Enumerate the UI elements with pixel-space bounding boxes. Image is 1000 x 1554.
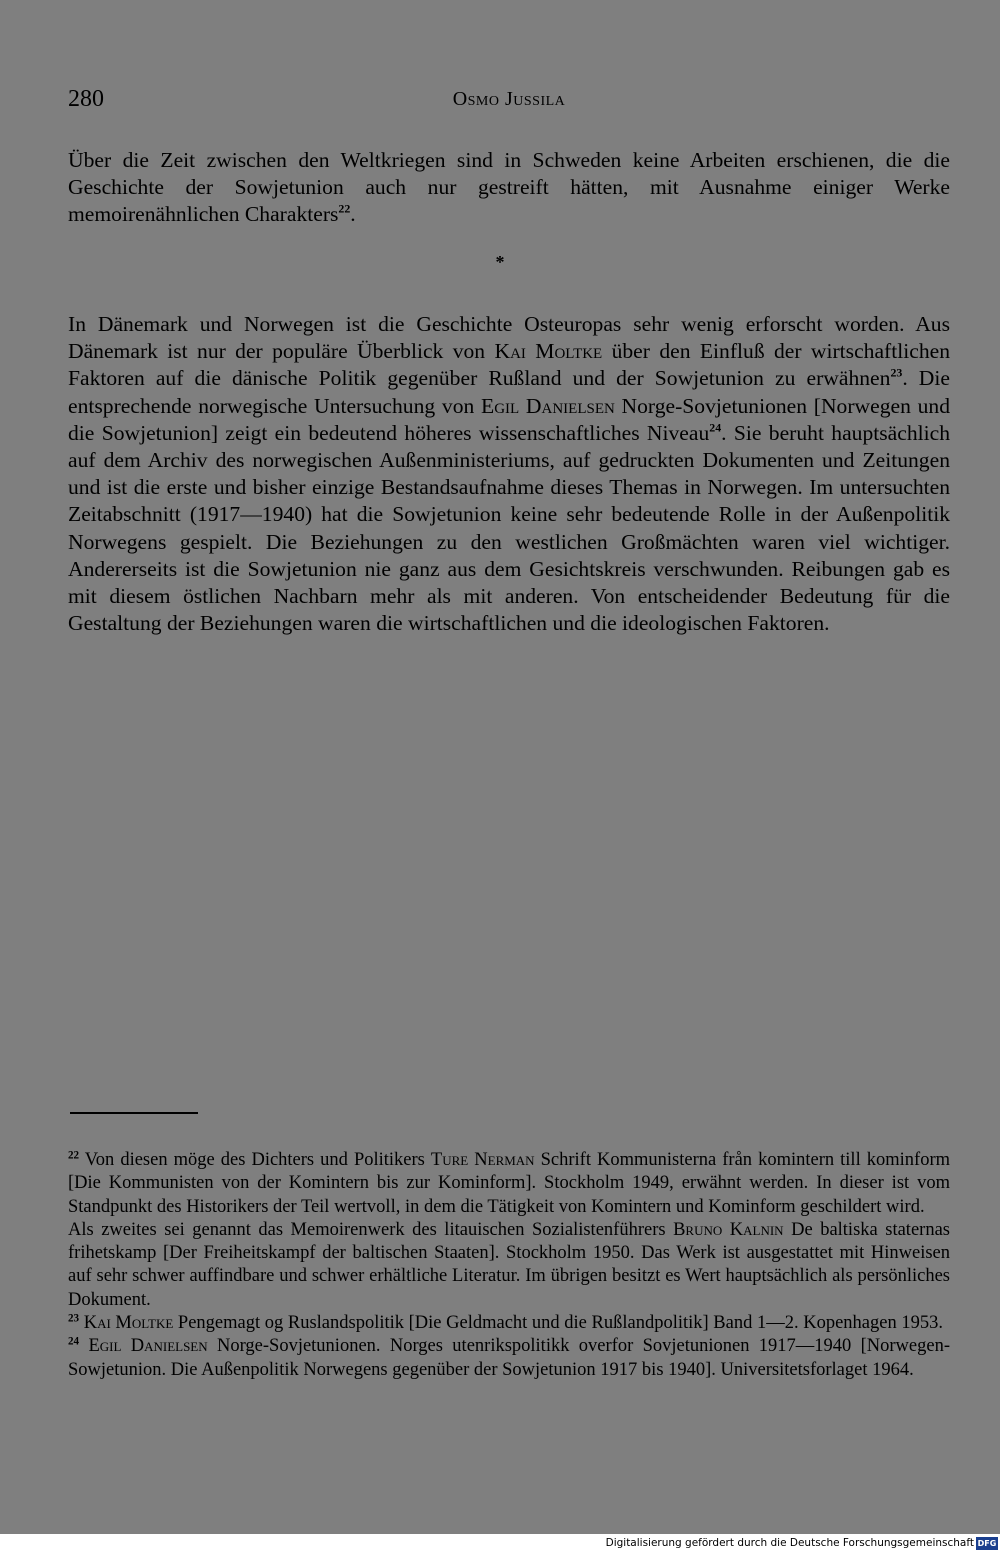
- author-name-danielsen: Egil Danielsen: [481, 393, 615, 418]
- dfg-logo-icon[interactable]: DFG: [977, 1539, 997, 1548]
- author-name-nerman: Ture Nerman: [430, 1150, 535, 1170]
- footnote-23-text: Pengemagt og Ruslandspolitik [Die Geldmacht und die Rußlandpolitik] Band 1—2. Kopenhagen 1953.: [173, 1313, 943, 1334]
- paragraph-2-part-4: Norge-Sovjetunionen [Norwegen und die Sowjetunion] zeigt ein bedeutend höheres wissenschaftliches Niveau: [68, 393, 950, 445]
- footnote-24-text: Norge-Sovjetunionen. Norges utenrikspolitikk overfor Sovjetunionen 1917—1940 [Norwegen-Sowjetunion. Die Außenpolitik Norwegens gegenüber der Sowjetunion 1917 bis 1940]. Universitetsforlaget 1964.: [68, 1336, 950, 1380]
- section-separator: *: [495, 252, 505, 272]
- footnote-22-part-2: Schrift Kommunisterna från komintern till kominform [Die Kommunisten von der Komintern bis zur Kominform]. Stockholm 1949, erwähnt werden. In dieser ist vom Standpunkt des Historikers der Teil wertvoll, in dem die Tätigkeit von Komintern und Kominform geschildert wird.: [68, 1150, 950, 1217]
- footnote-22-mark: 22: [68, 1149, 80, 1162]
- footnote-24: [68, 1335, 950, 1382]
- footnote-23-mark: 23: [68, 1312, 80, 1325]
- paragraph-2: [68, 311, 950, 637]
- running-head-author: Osmo Jussila: [452, 88, 566, 110]
- page-number: 280: [68, 86, 104, 112]
- footnote-22-part-1: Von diesen möge des Dichters und Politikers: [79, 1150, 431, 1170]
- footnote-22-part-3: Als zweites sei genannt das Memoirenwerk des litauischen Sozialistenführers: [68, 1219, 674, 1240]
- footnote-rule: [70, 1112, 198, 1114]
- footnote-ref-24[interactable]: 24: [709, 420, 722, 435]
- footnote-24-mark: 24: [68, 1335, 80, 1348]
- paragraph-2-part-1: In Dänemark und Norwegen ist die Geschichte Osteuropas sehr wenig erforscht worden. Aus Dänemark ist nur der populäre Überblick von: [68, 312, 950, 364]
- paragraph-1-text: [68, 147, 950, 229]
- footnote-22: [68, 1149, 950, 1219]
- paragraph-2-text: [68, 311, 950, 637]
- author-name-kalnin: Bruno Kalnin: [673, 1219, 784, 1240]
- paragraph-2-part-3: . Die entsprechende norwegische Untersuchung von: [68, 366, 950, 418]
- paragraph-2-part-5: . Sie beruht hauptsächlich auf dem Archiv des norwegischen Außenministeriums, auf gedruckten Dokumenten und Zeitungen und ist die erste und bisher einzige Bestandsaufnahme dieses Themas in Norwegen. Im untersuchten Zeitabschnitt (1917—1940) hat die Sowjetunion keine sehr bedeutende Rolle in der Außenpolitik Norwegens gespielt. Die Beziehungen zu den westlichen Großmächten waren viel wichtiger. Andererseits ist die Sowjetunion nie ganz aus dem Gesichtskreis verschwunden. Reibungen gab es mit diesem östlichen Nachbarn mehr als mit anderen. Von entscheidender Bedeutung für die Gestaltung der Beziehungen waren die wirtschaftlichen und die ideologischen Faktoren.: [68, 420, 950, 636]
- paragraph-1-body: Über die Zeit zwischen den Weltkriegen sind in Schweden keine Arbeiten erschienen, die die Geschichte der Sowjetunion auch nur gestreift hätten, mit Ausnahme einiger Werke memoirenähnlichen Charakters: [68, 148, 950, 227]
- footnote-22-part-4: De baltiska staternas frihetskamp [Der Freiheitskampf der baltischen Staaten]. Stockholm 1950. Das Werk ist ausgestattet mit Hinweisen auf sehr schwer auffindbare und schwer erhältliche Literatur. Im übrigen besitzt es Wert hauptsächlich als persönliches Dokument.: [68, 1219, 950, 1310]
- footnote-ref-22[interactable]: 22: [338, 202, 351, 217]
- running-head: [68, 86, 950, 120]
- footnotes: [68, 1149, 950, 1382]
- digitization-credit: Digitalisierung gefördert durch die Deutsche Forschungsgemeinschaft: [605, 1537, 974, 1549]
- author-name-moltke-footnote: Kai Moltke: [83, 1313, 174, 1334]
- paragraph-1-end: .: [350, 202, 356, 227]
- footnote-23: [68, 1312, 950, 1335]
- author-name-moltke: Kai Moltke: [494, 339, 603, 364]
- footnote-22-continued: [68, 1219, 950, 1312]
- footnote-ref-23[interactable]: 23: [890, 366, 903, 381]
- digitization-footer: [0, 1534, 1000, 1554]
- paragraph-1: [68, 147, 950, 229]
- paragraph-2-part-2: über den Einfluß der wirtschaftlichen Faktoren auf die dänische Politik gegenüber Rußland und der Sowjetunion zu erwähnen: [68, 339, 951, 391]
- author-name-danielsen-footnote: Egil Danielsen: [88, 1336, 208, 1357]
